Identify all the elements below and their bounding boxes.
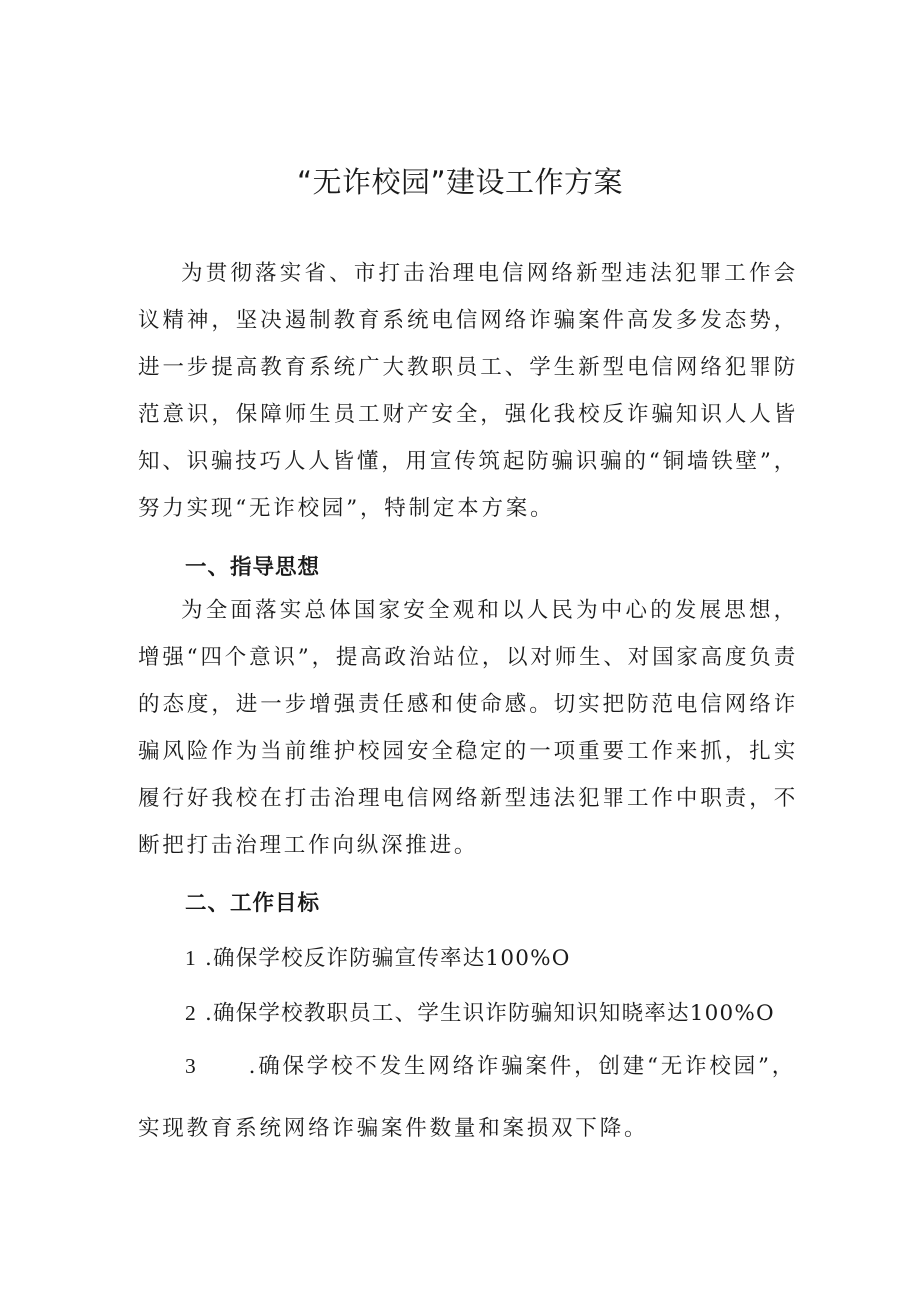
goal-item-3-continuation: 实现教育系统网络诈骗案件数量和案损双下降。 xyxy=(138,1116,649,1141)
goal-number: 3 xyxy=(185,1054,199,1078)
document-title: “无诈校园”建设工作方案 xyxy=(296,165,624,199)
goal-item-3 xyxy=(138,1035,798,1160)
goal-text: .确保学校反诈防骗宣传率达100%O xyxy=(205,946,571,971)
goal-item-1 xyxy=(185,941,571,972)
goal-number: 2 xyxy=(185,1001,197,1025)
intro-paragraph: 为贯彻落实省、市打击治理电信网络新型违法犯罪工作会议精神，坚决遏制教育系统电信网络诈骗案件高发多发态势，进一步提高教育系统广大教职员工、学生新型电信网络犯罪防范意识，保障师生员工财产安全，强化我校反诈骗知识人人皆知、识骗技巧人人皆懂，用宣传筑起防骗识骗的“铜墙铁壁”，努力实现“无诈校园”，特制定本方案。 xyxy=(138,261,798,521)
section-heading-work-goals: 二、工作目标 xyxy=(185,891,321,916)
section-heading-guiding-thought: 一、指导思想 xyxy=(185,555,321,580)
goal-item-3-first-line xyxy=(138,1035,798,1098)
goal-text: .确保学校教职员工、学生识诈防骗知识知晓率达100%O xyxy=(205,1001,775,1026)
intro-block xyxy=(138,250,798,532)
goal-number: 1 xyxy=(185,946,197,970)
goal-text: .确保学校不发生网络诈骗案件，创建“无诈校园”， xyxy=(248,1054,797,1079)
goal-item-2 xyxy=(185,996,775,1027)
section1-block xyxy=(138,587,798,869)
section1-paragraph: 为全面落实总体国家安全观和以人民为中心的发展思想，增强“四个意识”，提高政治站位，以对师生、对国家高度负责的态度，进一步增强责任感和使命感。切实把防范电信网络诈骗风险作为当前维护校园安全稳定的一项重要工作来抓，扎实履行好我校在打击治理电信网络新型违法犯罪工作中职责，不断把打击治理工作向纵深推进。 xyxy=(138,598,798,858)
